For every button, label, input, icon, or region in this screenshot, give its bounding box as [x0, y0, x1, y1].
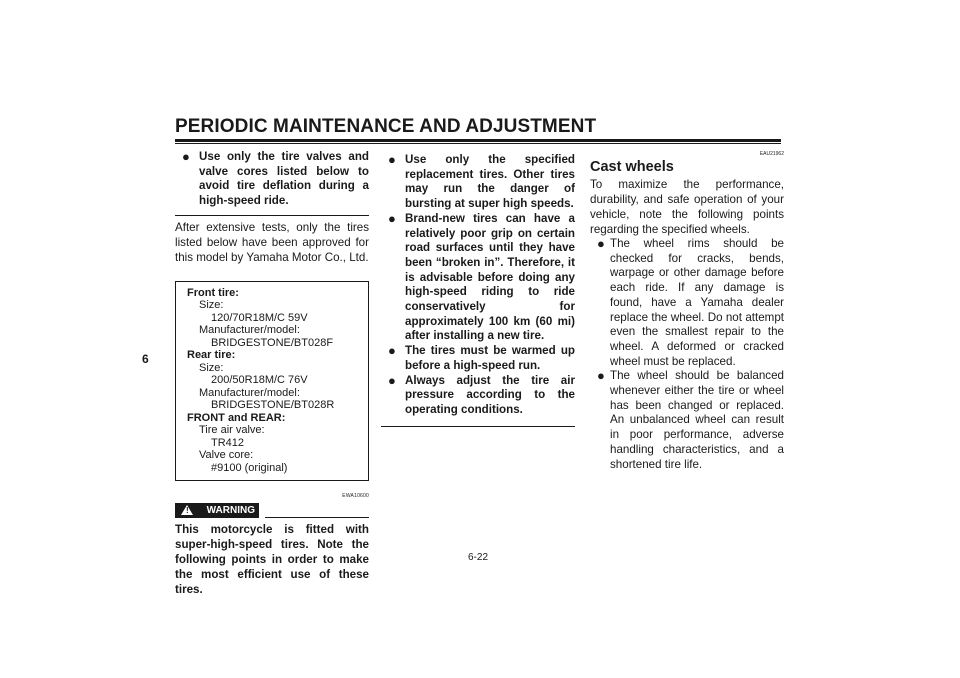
title-rule-thin	[175, 143, 781, 144]
approved-tires-intro: After extensive tests, only the tires listed below have been approved for this model by Yamaha Motor Co., Ltd.	[175, 220, 369, 264]
warning-end-rule	[381, 426, 575, 427]
warning-label: WARNING	[206, 505, 255, 517]
warning-code: EWA10600	[342, 493, 369, 500]
section-intro: To maximize the performance, durability, and safe operation of your vehicle, note the following points regarding the specified wheels.	[590, 178, 784, 236]
caution-bullet	[175, 150, 369, 209]
column-middle	[381, 153, 575, 431]
title-rule	[175, 139, 781, 142]
valve-core-value: #9100 (original)	[211, 461, 288, 474]
valve-label: Tire air valve:	[199, 424, 265, 437]
column-right	[590, 150, 784, 472]
front-manufacturer-label: Manufacturer/model:	[199, 324, 300, 337]
warning-text: This motorcycle is fitted with super-high-speed tires. Note the following points in order to make the most efficient use of these tires.	[175, 523, 369, 596]
page-number: 6-22	[468, 552, 489, 563]
caution-end-rule	[175, 215, 369, 216]
bullet-icon: ●	[388, 372, 396, 388]
front-size-label: Size:	[199, 299, 224, 312]
bullet-icon: ●	[597, 368, 605, 384]
bullet-icon: ●	[182, 149, 190, 164]
list-item: ● The tires must be warmed up before a high-speed run.	[388, 343, 575, 372]
valve-value: TR412	[211, 436, 245, 449]
warning-rule	[265, 517, 369, 518]
warning-header	[175, 503, 369, 521]
rear-size-value: 200/50R18M/C 76V	[211, 374, 308, 387]
page-title: PERIODIC MAINTENANCE AND ADJUSTMENT	[175, 116, 597, 137]
front-model-value: BRIDGESTONE/BT028F	[211, 336, 334, 349]
list-item: ● The wheel should be balanced whenever either the tire or wheel has been changed or replaced. An unbalanced wheel can result in poor performance, adverse handling characteristics, and a shortened tire life.	[597, 368, 784, 471]
list-item: ● Use only the specified replacement tires. Other tires may run the danger of bursting at super high speeds.	[388, 152, 575, 211]
bullet-icon: ●	[597, 236, 605, 251]
valve-core-label: Valve core:	[199, 449, 254, 462]
bullet-icon: ●	[388, 152, 396, 167]
front-and-rear-label: FRONT and REAR:	[187, 411, 286, 424]
front-size-value: 120/70R18M/C 59V	[211, 311, 308, 324]
rear-manufacturer-label: Manufacturer/model:	[199, 386, 300, 399]
bullet-icon: ●	[388, 210, 396, 226]
rear-tire-label: Rear tire:	[187, 349, 236, 362]
list-item: ● Brand-new tires can have a relatively poor grip on certain road surfaces until they have been “broken in”. Therefore, it is advisable before doing any high-speed riding to ride conservatively for approximately 100 km (60 mi) after installing a new tire.	[388, 210, 575, 343]
tire-spec-box	[175, 281, 369, 482]
warning-badge: ! WARNING	[175, 503, 259, 518]
section-heading: Cast wheels	[590, 159, 674, 175]
bullet-icon: ●	[388, 343, 396, 359]
chapter-tab: 6	[142, 352, 149, 366]
list-item: ● The wheel rims should be checked for cracks, bends, warpage or other damage before each ride. If any damage is found, have a Yamaha dealer replace the wheel. Do not attempt even the smallest repair to the wheel. A deformed or cracked wheel must be replaced.	[597, 236, 784, 368]
front-tire-label: Front tire:	[187, 286, 239, 299]
rear-model-value: BRIDGESTONE/BT028R	[211, 399, 335, 412]
rear-size-label: Size:	[199, 361, 224, 374]
column-left	[175, 150, 369, 597]
list-item: ● Always adjust the tire air pressure according to the operating conditions.	[388, 372, 575, 416]
section-code: EAU21962	[759, 151, 784, 157]
caution-bullet-text: Use only the tire valves and valve cores listed below to avoid tire deflation during a high-speed ride.	[199, 150, 369, 208]
